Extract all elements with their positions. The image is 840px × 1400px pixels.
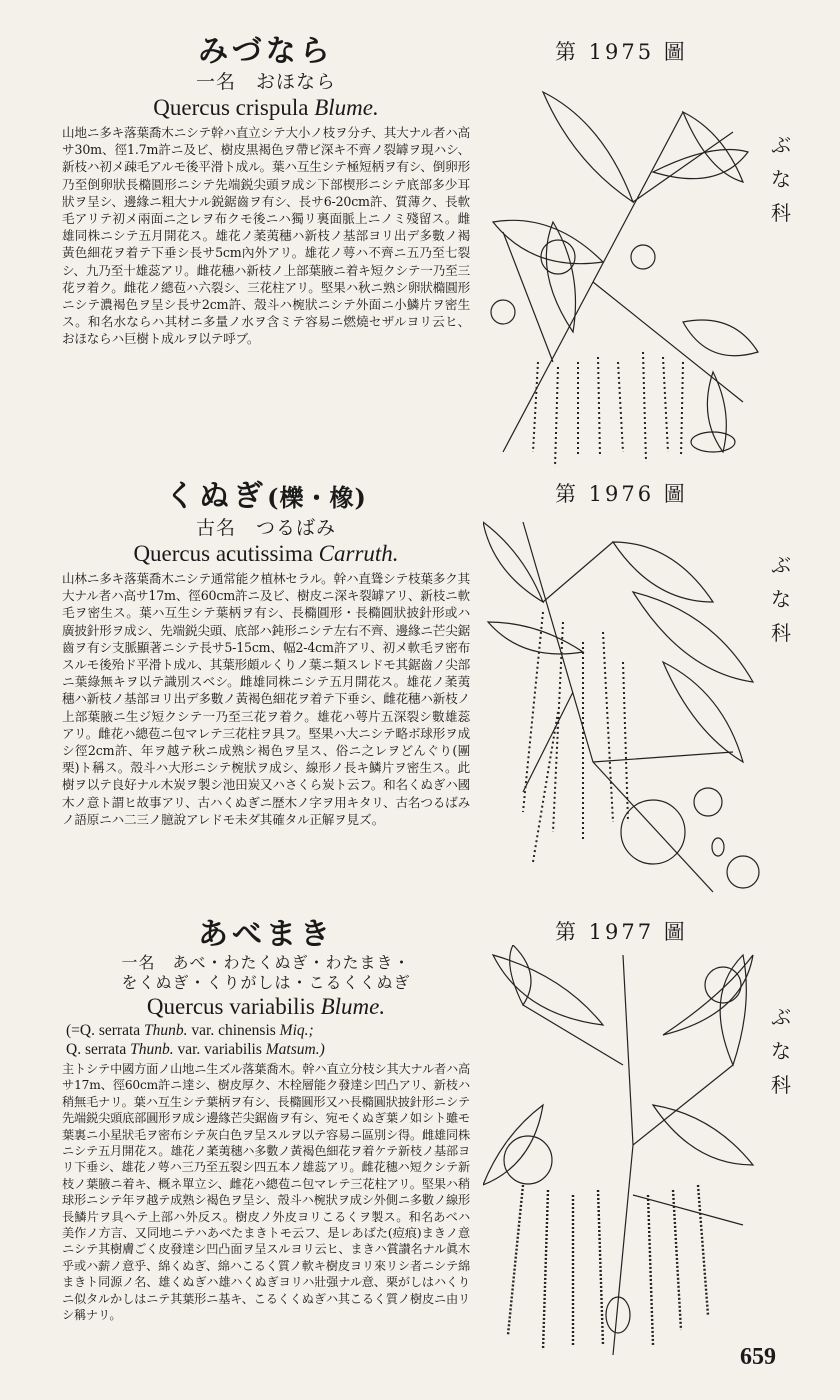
entry-description: 山地ニ多キ落葉喬木ニシテ幹ハ直立シテ大小ノ枝ヲ分チ、其大ナル者ハ高サ30m、徑1.7m許ニ及ビ、樹皮黒褐色ヲ帶ビ深キ不齊ノ裂罅ヲ現ハシ、新枝ハ初メ疎毛アルモ後平滑ト成ル。葉ハ互生シテ極短柄ヲ有シ、倒卵形乃至倒卵狀長橢圓形ニシテ先端鋭尖頭ヲ成シ下部楔形ニシテ底部多少耳狀ヲ呈シ、邊緣ニ粗大ナル鋭鋸齒ヲ有シ、長サ6-20cm許、質薄ク、長軟毛アリテ初メ兩面ニ之レヲ布クモ後ニハ獨リ裏面脈上ニノミ殘留ス。雌雄同株ニシテ五月開花ス。雄花ノ葇荑穗ハ新枝ノ基部ヨリ出デ多數ノ褐黃色細花ヲ着テ下垂シ長サ5cm內外アリ。雄花ノ萼ハ不齊ニ五乃至七裂シ、九乃至十雄蕊アリ。雌花穗ハ新枝ノ上部葉腋ニ着キ短クシテ一乃至三花ヲ着ク。雌花ノ總苞ハ六裂シ、三花柱アリ。堅果ハ秋ニ熟シ卵狀橢圓形ニシテ濃褐色ヲ呈シ長サ2cm許、殼斗ハ椀狀ニシテ外面ニ小鱗片ヲ密生ス。和名水ならハ其材ニ多量ノ水ヲ含ミテ容易ニ燃燒セザルヨリ云ヒ、おほならハ巨樹ト成ルヲ以テ呼ブ。 xyxy=(62,125,470,347)
botanical-illustration xyxy=(483,512,763,902)
scientific-name: Quercus acutissima Carruth. xyxy=(133,541,399,566)
author-name: Carruth. xyxy=(318,541,399,566)
page-number: 659 xyxy=(740,1344,776,1370)
figure-label: 第 1976 圖 xyxy=(555,482,688,506)
family-label: ぶ な 科 xyxy=(771,133,791,225)
author-name: Blume. xyxy=(320,994,386,1019)
synonym-line: (=Q. serrata Thunb. var. chinensis Miq.; xyxy=(66,1022,314,1039)
entry-description: 主トシテ中國方面ノ山地ニ生ズル落葉喬木。幹ハ直立分枝シ其大ナル者ハ高サ17m、徑60cm許ニ達シ、樹皮厚ク、木栓層能ク發達シ凹凸アリ、新枝ハ稍無毛ナリ。葉ハ互生シテ葉柄ヲ有シ、長橢圓形又ハ長橢圓狀披針形ニシテ先端鋭尖頭底部圓形ヲ成シ邊緣芒尖鋸齒ヲ有シ、宛モくぬぎ葉ノ如シト雖モ葉裏ニ小星狀毛ヲ密布シテ灰白色ヲ呈スルヲ以テ容易ニ區別シ得。雌雄同株ニシテ五月開花ス。雄花ノ葇荑穗ハ多數ノ黃褐色細花ヲ着ケテ新枝ノ基部ヨリ下垂シ、雄花ノ萼ハ三乃至五裂シ四五本ノ雄蕊アリ。雌花穗ハ短クシテ新枝ノ葉腋ニ着キ、概ネ單立シ、雌花ハ總苞ニ包マレテ三花柱アリ。堅果ハ稍球形ニシテ年ヲ越テ成熟シ褐色ヲ呈シ、殼斗ハ椀狀ヲ成シ外側ニ多數ノ線形長鱗片ヲ具ヘテ上部ハ外反ス。樹皮ノ外皮ヨリこるくヲ製ス。和名あべハ美作ノ方言、又同地ニテハあべたまきトモ云フ、是レあばた(痘痕)まきノ意ニシテ其樹膚ごく皮發達シ凹凸面ヲ呈スルヨリ云ヒ、まきハ賞讃名ナル眞木乎或ハ薪ノ意乎、綿くぬぎ、綿ハこるく質ノ軟キ樹皮ヨリ來リシ者ニシテ綿まきト同源ノ名、雄くぬぎハ雄ハくぬぎヨリハ壯强ナル意、栗がしはハくりニ似タルかしはニテ其葉形ニ基キ、こるくくぬぎハ其こるく質ノ樹皮ニ由リシ稱ナリ。 xyxy=(62,1062,470,1323)
family-label: ぶ な 科 xyxy=(771,1005,791,1097)
entry-alias: 古名 つるばみ xyxy=(195,517,336,539)
author-name: Blume. xyxy=(314,95,379,120)
entry-description: 山林ニ多キ落葉喬木ニシテ通常能ク植林セラル。幹ハ直聳シテ枝葉多ク其大ナル者ハ高サ17m、徑60cm許ニ及ビ、樹皮ニ深キ裂罅アリ、新枝ニ軟毛ヲ密生ス。葉ハ互生シテ葉柄ヲ有シ、長橢圓形・長橢圓狀披針形或ハ廣披針形ヲ成シ、先端鋭尖頭、底部ハ鈍形ニシテ左右不齊、邊緣ニ芒尖鋸齒ヲ有シ支脈顯著ニシテ長サ5-15cm、幅2-4cm許アリ、初メ軟毛ヲ密布スルモ後殆ド平滑ト成ル、其葉形頗ルくりノ葉ニ類スレドモ其鋸齒ノ尖部ニ葉綠無キヲ以テ識別スベシ。雌雄同株ニシテ五月開花ス。雄花ノ葇荑穗ハ新枝ノ基部ヨリ出デ多數ノ黃褐色細花ヲ着テ下垂シ、雌花穗ハ新枝ノ上部葉腋ニ生ジ短クシテ一乃至三花ヲ着ク。雄花ハ萼片五深裂シ數雄蕊アリ。雌花ハ總苞ニ包マレテ三花柱ヲ具フ。堅果ハ大ニシテ略ボ球形ヲ成シ徑2cm許、年ヲ越テ秋ニ成熟シ褐色ヲ呈ス、俗ニ之レヲどんぐり(團栗)ト稱ス。殼斗ハ大形ニシテ椀狀ヲ成シ、線形ノ長キ鱗片ヲ密生ス。此樹ヲ以テ良好ナル木炭ヲ製シ池田炭又ハさくら炭ト云フ。和名くぬぎハ國木ノ意ト謂ヒ故事アリ、古ハくぬぎニ歴木ノ字ヲ用キタリ、古名つるばみノ語原ニハ二三ノ臆說アレドモ未ダ其確タル正解ヲ見ズ。 xyxy=(62,571,470,827)
entry-title: あべまき xyxy=(198,917,334,952)
entry-alias: 一名 おほなら xyxy=(195,71,336,93)
botanical-illustration xyxy=(483,72,763,472)
botanical-illustration xyxy=(483,945,763,1365)
entry-alias-line-2: をくぬぎ・くりがしは・こるくくぬぎ xyxy=(121,973,411,992)
entry-title-kanji: (櫟・橡) xyxy=(267,483,367,512)
synonym-line: Q. serrata Thunb. var. variabilis Matsum.) xyxy=(66,1041,325,1058)
figure-label: 第 1975 圖 xyxy=(555,40,688,64)
family-label: ぶ な 科 xyxy=(771,553,791,645)
entry-alias-line-1: 一名 あべ・わたくぬぎ・わたまき・ xyxy=(121,953,411,972)
scientific-name: Quercus variabilis Blume. xyxy=(146,994,386,1019)
entry-title: くぬぎ(櫟・橡) xyxy=(165,479,367,514)
figure-label: 第 1977 圖 xyxy=(555,920,688,944)
scientific-name: Quercus crispula Blume. xyxy=(153,95,379,120)
entry-title: みづなら xyxy=(198,34,334,69)
